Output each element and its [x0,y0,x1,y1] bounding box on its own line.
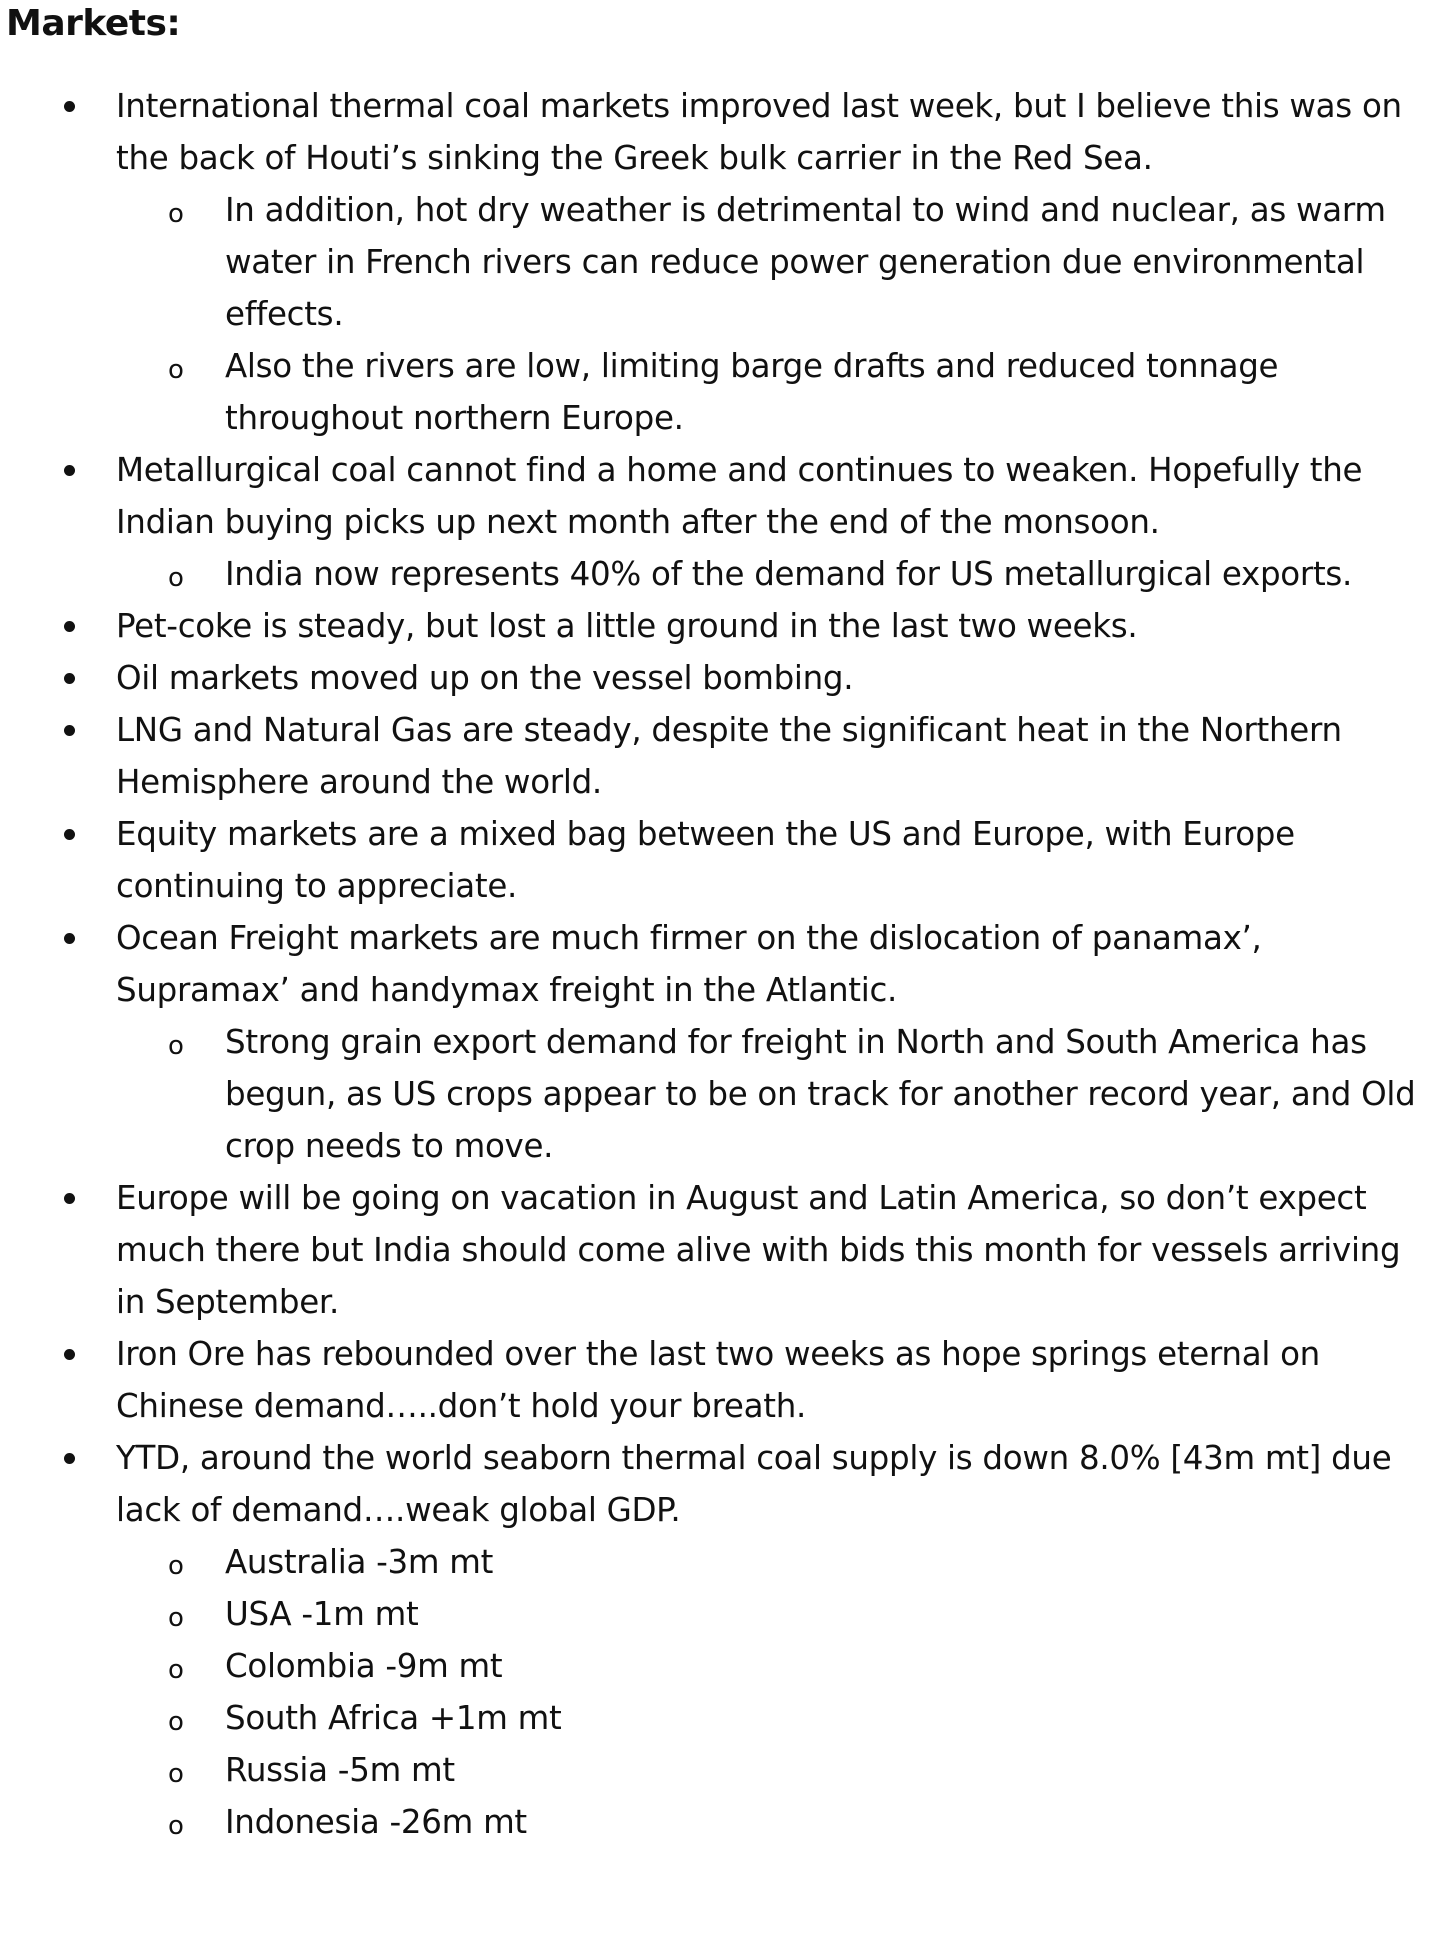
bullet-item [0,808,1456,912]
sub-bullet-text: South Africa +1m mt [225,1699,562,1737]
sub-bullet-text: Russia -5m mt [225,1751,455,1789]
sub-bullet-list [116,548,1436,600]
sub-bullet-item [116,1016,1436,1172]
sub-bullet-list [116,1016,1436,1172]
sub-bullet-item [116,1692,1436,1744]
bullet-text: Metallurgical coal cannot find a home and continues to weaken. Hopefully the Indian buying picks up next month after the end of the monsoon. [116,451,1363,541]
sub-bullet-item [116,548,1436,600]
bullet-item [0,600,1456,652]
hollow-bullet-icon: o [168,1551,184,1581]
sub-bullet-list [116,1536,1436,1848]
sub-bullet-text: Australia -3m mt [225,1543,494,1581]
bullet-item [0,1432,1456,1848]
sub-bullet-list [116,184,1436,444]
bullet-item [0,652,1456,704]
sub-bullet-text: Strong grain export demand for freight in North and South America has begun, as US crops appear to be on track for another record year, and Old crop needs to move. [225,1023,1416,1165]
bullet-dot-icon [64,725,75,736]
hollow-bullet-icon: o [168,1707,184,1737]
hollow-bullet-icon: o [168,563,184,593]
bullet-dot-icon [64,1453,75,1464]
bullet-text: LNG and Natural Gas are steady, despite the significant heat in the Northern Hemisphere around the world. [116,711,1342,801]
sub-bullet-text: USA -1m mt [225,1595,419,1633]
sub-bullet-text: In addition, hot dry weather is detrimental to wind and nuclear, as warm water in French rivers can reduce power generation due environmental effects. [225,191,1386,333]
bullet-dot-icon [64,1349,75,1360]
sub-bullet-item [116,340,1436,444]
sub-bullet-item [116,1588,1436,1640]
bullet-text: YTD, around the world seaborn thermal coal supply is down 8.0% [43m mt] due lack of demand….weak global GDP. [116,1439,1392,1529]
sub-bullet-item [116,184,1436,340]
page-heading: Markets: [6,3,181,44]
sub-bullet-text: Colombia -9m mt [225,1647,503,1685]
bullet-item [0,1328,1456,1432]
bullet-text: Pet-coke is steady, but lost a little ground in the last two weeks. [116,607,1138,645]
sub-bullet-item [116,1640,1436,1692]
hollow-bullet-icon: o [168,199,184,229]
bullet-dot-icon [64,465,75,476]
bullet-item [0,912,1456,1172]
bullet-dot-icon [64,1193,75,1204]
hollow-bullet-icon: o [168,1031,184,1061]
bullet-text: Europe will be going on vacation in August and Latin America, so don’t expect much there but India should come alive with bids this month for vessels arriving in September. [116,1179,1401,1321]
hollow-bullet-icon: o [168,1811,184,1841]
bullet-dot-icon [64,829,75,840]
sub-bullet-item [116,1536,1436,1588]
bullet-text: International thermal coal markets improved last week, but I believe this was on the back of Houti’s sinking the Greek bulk carrier in the Red Sea. [116,87,1402,177]
hollow-bullet-icon: o [168,1759,184,1789]
hollow-bullet-icon: o [168,1603,184,1633]
sub-bullet-item [116,1796,1436,1848]
bullet-item [0,80,1456,444]
markets-bullet-list [0,80,1456,1848]
bullet-text: Ocean Freight markets are much firmer on the dislocation of panamax’, Supramax’ and handymax freight in the Atlantic. [116,919,1262,1009]
bullet-dot-icon [64,933,75,944]
sub-bullet-text: Indonesia -26m mt [225,1803,527,1841]
hollow-bullet-icon: o [168,1655,184,1685]
hollow-bullet-icon: o [168,355,184,385]
bullet-dot-icon [64,101,75,112]
bullet-text: Equity markets are a mixed bag between the US and Europe, with Europe continuing to appreciate. [116,815,1295,905]
bullet-dot-icon [64,621,75,632]
sub-bullet-item [116,1744,1436,1796]
bullet-item [0,1172,1456,1328]
bullet-item [0,444,1456,600]
sub-bullet-text: India now represents 40% of the demand for US metallurgical exports. [225,555,1353,593]
sub-bullet-text: Also the rivers are low, limiting barge drafts and reduced tonnage throughout northern Europe. [225,347,1279,437]
bullet-item [0,704,1456,808]
bullet-text: Oil markets moved up on the vessel bombing. [116,659,854,697]
bullet-dot-icon [64,673,75,684]
bullet-text: Iron Ore has rebounded over the last two weeks as hope springs eternal on Chinese demand…..don’t hold your breath. [116,1335,1320,1425]
